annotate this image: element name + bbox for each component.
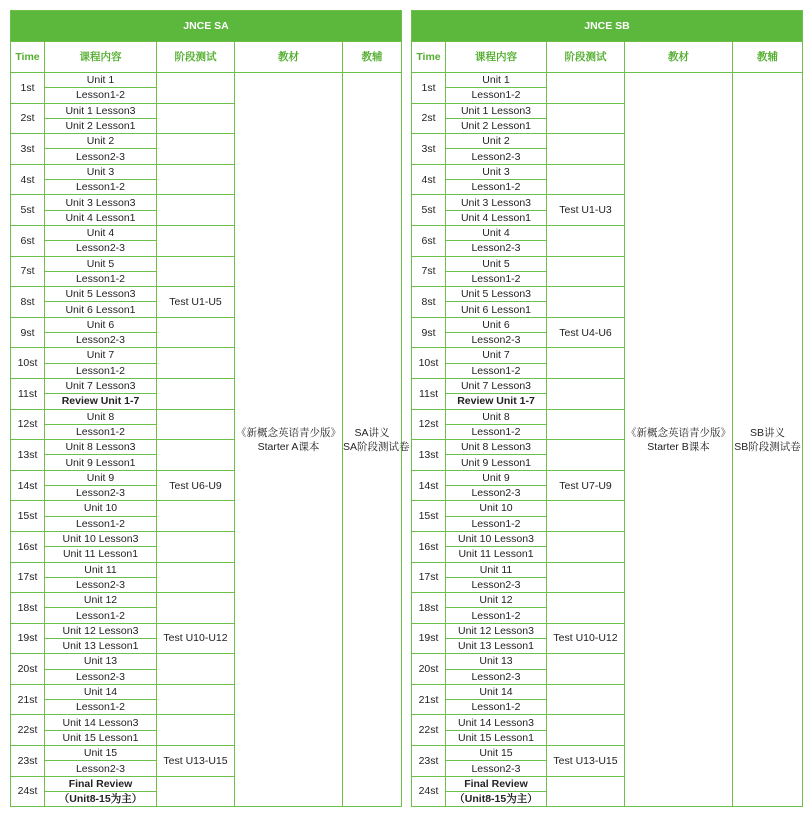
- stage-test-cell: [547, 409, 625, 440]
- lesson-content-line: Unit 12: [45, 593, 157, 608]
- lesson-content-line: Lesson2-3: [446, 241, 547, 256]
- lesson-content-line: Unit 11 Lesson1: [446, 547, 547, 562]
- lesson-content-line: Unit 2: [45, 134, 157, 149]
- lesson-content-line: Lesson1-2: [45, 180, 157, 195]
- lesson-content-line: Unit 13 Lesson1: [446, 638, 547, 653]
- session-time: 14st: [412, 470, 446, 501]
- session-time: 5st: [412, 195, 446, 226]
- stage-test-cell: [547, 225, 625, 256]
- session-time: 1st: [11, 73, 45, 104]
- session-time: 23st: [11, 746, 45, 777]
- materials-cell: [733, 73, 803, 807]
- lesson-content-line: Unit 7: [45, 348, 157, 363]
- header-test: 阶段测试: [157, 42, 235, 73]
- session-time: 11st: [11, 378, 45, 409]
- session-time: 5st: [11, 195, 45, 226]
- schedule-table-sb: [411, 10, 803, 807]
- textbook-cell: [235, 73, 343, 807]
- textbook-line: Starter B课本: [647, 440, 710, 453]
- header-content: 课程内容: [446, 42, 547, 73]
- header-time: Time: [11, 42, 45, 73]
- lesson-content-line: Lesson2-3: [45, 761, 157, 776]
- textbook-line: 《新概念英语青少版》: [626, 426, 731, 439]
- stage-test-cell: Test U1-U5: [157, 287, 235, 318]
- lesson-content-line: Unit 14 Lesson3: [446, 715, 547, 730]
- textbook-line: Starter A课本: [257, 440, 320, 453]
- lesson-content-line: Unit 13: [45, 654, 157, 669]
- session-time: 22st: [412, 715, 446, 746]
- session-time: 2st: [11, 103, 45, 134]
- session-time: 18st: [11, 593, 45, 624]
- session-time: 3st: [11, 134, 45, 165]
- table-row: [11, 73, 402, 88]
- session-time: 11st: [412, 378, 446, 409]
- lesson-content-line: Unit 10 Lesson3: [45, 531, 157, 546]
- header-aux: 教辅: [343, 42, 402, 73]
- stage-test-cell: [547, 684, 625, 715]
- schedule-table-sa: [10, 10, 410, 807]
- session-time: 15st: [412, 501, 446, 532]
- lesson-content-line: Final Review: [45, 776, 157, 791]
- stage-test-cell: [157, 531, 235, 562]
- lesson-content-line: Unit 15 Lesson1: [446, 730, 547, 745]
- session-time: 6st: [11, 225, 45, 256]
- stage-test-cell: [157, 593, 235, 624]
- lesson-content-line: Unit 12 Lesson3: [45, 623, 157, 638]
- stage-test-cell: [547, 531, 625, 562]
- materials-line: SB讲义: [750, 426, 786, 439]
- stage-test-cell: [547, 134, 625, 165]
- session-time: 23st: [412, 746, 446, 777]
- lesson-content-line: （Unit8-15为主）: [446, 791, 547, 806]
- textbook-line: 《新概念英语青少版》: [236, 426, 341, 439]
- lesson-content-line: Unit 6: [446, 317, 547, 332]
- lesson-content-line: Unit 5 Lesson3: [45, 287, 157, 302]
- materials-line: SA讲义: [354, 426, 390, 439]
- lesson-content-line: Unit 8: [45, 409, 157, 424]
- lesson-content-line: Lesson1-2: [446, 608, 547, 623]
- stage-test-cell: [547, 501, 625, 532]
- lesson-content-line: Unit 8 Lesson3: [446, 440, 547, 455]
- stage-test-cell: [157, 562, 235, 593]
- session-time: 4st: [412, 164, 446, 195]
- stage-test-cell: [157, 378, 235, 409]
- lesson-content-line: Lesson1-2: [45, 700, 157, 715]
- lesson-content-line: Unit 15 Lesson1: [45, 730, 157, 745]
- lesson-content-line: Unit 1 Lesson3: [446, 103, 547, 118]
- lesson-content-line: Unit 13: [446, 654, 547, 669]
- stage-test-cell: [547, 73, 625, 104]
- lesson-content-line: Lesson1-2: [45, 271, 157, 286]
- stage-test-cell: [547, 287, 625, 318]
- header-book: 教材: [235, 42, 343, 73]
- session-time: 1st: [412, 73, 446, 104]
- lesson-content-line: Unit 10: [45, 501, 157, 516]
- lesson-content-line: Lesson2-3: [446, 486, 547, 501]
- session-time: 22st: [11, 715, 45, 746]
- lesson-content-line: Unit 4 Lesson1: [446, 210, 547, 225]
- lesson-content-line: Lesson1-2: [45, 88, 157, 103]
- lesson-content-line: Lesson1-2: [446, 88, 547, 103]
- table-title: JNCE SA: [11, 11, 402, 42]
- textbook-cell: [625, 73, 733, 807]
- lesson-content-line: Lesson2-3: [45, 333, 157, 348]
- lesson-content-line: （Unit8-15为主）: [45, 791, 157, 806]
- lesson-content-line: Lesson1-2: [446, 180, 547, 195]
- stage-test-cell: Test U10-U12: [157, 623, 235, 654]
- lesson-content-line: Unit 11: [45, 562, 157, 577]
- lesson-content-line: Unit 4: [45, 225, 157, 240]
- lesson-content-line: Lesson1-2: [45, 363, 157, 378]
- session-time: 13st: [412, 440, 446, 471]
- session-time: 8st: [11, 287, 45, 318]
- lesson-content-line: Unit 4: [446, 225, 547, 240]
- session-time: 21st: [11, 684, 45, 715]
- lesson-content-line: Lesson1-2: [446, 516, 547, 531]
- session-time: 18st: [412, 593, 446, 624]
- stage-test-cell: [157, 776, 235, 807]
- stage-test-cell: Test U13-U15: [157, 746, 235, 777]
- lesson-content-line: Unit 14: [446, 684, 547, 699]
- session-time: 12st: [412, 409, 446, 440]
- lesson-content-line: Lesson2-3: [446, 669, 547, 684]
- stage-test-cell: [547, 562, 625, 593]
- session-time: 12st: [11, 409, 45, 440]
- lesson-content-line: Unit 5: [446, 256, 547, 271]
- lesson-content-line: Unit 5 Lesson3: [446, 287, 547, 302]
- lesson-content-line: Unit 2 Lesson1: [45, 118, 157, 133]
- stage-test-cell: [157, 409, 235, 440]
- lesson-content-line: Unit 14: [45, 684, 157, 699]
- lesson-content-line: Lesson2-3: [45, 241, 157, 256]
- session-time: 16st: [11, 531, 45, 562]
- stage-test-cell: [547, 654, 625, 685]
- table-row: [412, 73, 803, 88]
- session-time: 6st: [412, 225, 446, 256]
- materials-line: SA阶段测试卷: [343, 440, 410, 453]
- stage-test-cell: [157, 348, 235, 379]
- lesson-content-line: Unit 15: [45, 746, 157, 761]
- stage-test-cell: [547, 593, 625, 624]
- stage-test-cell: [547, 440, 625, 471]
- stage-test-cell: [157, 225, 235, 256]
- session-time: 21st: [412, 684, 446, 715]
- stage-test-cell: [547, 256, 625, 287]
- lesson-content-line: Unit 3: [446, 164, 547, 179]
- session-time: 8st: [412, 287, 446, 318]
- stage-test-cell: Test U13-U15: [547, 746, 625, 777]
- session-time: 14st: [11, 470, 45, 501]
- lesson-content-line: Unit 3 Lesson3: [45, 195, 157, 210]
- lesson-content-line: Lesson1-2: [446, 700, 547, 715]
- lesson-content-line: Lesson2-3: [45, 149, 157, 164]
- lesson-content-line: Unit 13 Lesson1: [45, 638, 157, 653]
- materials-cell: [343, 73, 410, 807]
- lesson-content-line: Lesson1-2: [446, 363, 547, 378]
- session-time: 24st: [11, 776, 45, 807]
- session-time: 24st: [412, 776, 446, 807]
- session-time: 17st: [412, 562, 446, 593]
- lesson-content-line: Unit 3: [45, 164, 157, 179]
- session-time: 7st: [412, 256, 446, 287]
- lesson-content-line: Unit 9: [45, 470, 157, 485]
- stage-test-cell: [157, 501, 235, 532]
- lesson-content-line: Unit 7: [446, 348, 547, 363]
- lesson-content-line: Unit 12: [446, 593, 547, 608]
- lesson-content-line: Unit 1 Lesson3: [45, 103, 157, 118]
- session-time: 19st: [11, 623, 45, 654]
- session-time: 20st: [412, 654, 446, 685]
- lesson-content-line: Unit 2: [446, 134, 547, 149]
- session-time: 10st: [412, 348, 446, 379]
- lesson-content-line: Unit 7 Lesson3: [446, 378, 547, 393]
- stage-test-cell: [157, 317, 235, 348]
- lesson-content-line: Lesson2-3: [45, 486, 157, 501]
- header-content: 课程内容: [45, 42, 157, 73]
- lesson-content-line: Lesson1-2: [45, 516, 157, 531]
- stage-test-cell: Test U1-U3: [547, 195, 625, 226]
- stage-test-cell: [547, 776, 625, 807]
- lesson-content-line: Unit 2 Lesson1: [446, 118, 547, 133]
- lesson-content-line: Unit 1: [45, 73, 157, 88]
- session-time: 3st: [412, 134, 446, 165]
- stage-test-cell: Test U10-U12: [547, 623, 625, 654]
- lesson-content-line: Lesson2-3: [446, 333, 547, 348]
- session-time: 20st: [11, 654, 45, 685]
- stage-test-cell: Test U6-U9: [157, 470, 235, 501]
- stage-test-cell: Test U4-U6: [547, 317, 625, 348]
- lesson-content-line: Unit 9: [446, 470, 547, 485]
- lesson-content-line: Lesson2-3: [45, 577, 157, 592]
- stage-test-cell: [157, 103, 235, 134]
- session-time: 19st: [412, 623, 446, 654]
- stage-test-cell: [547, 103, 625, 134]
- header-aux: 教辅: [733, 42, 803, 73]
- session-time: 2st: [412, 103, 446, 134]
- stage-test-cell: [157, 256, 235, 287]
- stage-test-cell: [157, 654, 235, 685]
- lesson-content-line: Unit 6 Lesson1: [45, 302, 157, 317]
- lesson-content-line: Unit 8: [446, 409, 547, 424]
- lesson-content-line: Lesson1-2: [45, 608, 157, 623]
- session-time: 15st: [11, 501, 45, 532]
- stage-test-cell: [157, 134, 235, 165]
- lesson-content-line: Lesson2-3: [446, 149, 547, 164]
- session-time: 10st: [11, 348, 45, 379]
- lesson-content-line: Unit 8 Lesson3: [45, 440, 157, 455]
- lesson-content-line: Lesson2-3: [446, 761, 547, 776]
- lesson-content-line: Unit 6: [45, 317, 157, 332]
- stage-test-cell: [157, 684, 235, 715]
- materials-line: SB阶段测试卷: [734, 440, 801, 453]
- stage-test-cell: [157, 715, 235, 746]
- stage-test-cell: [547, 164, 625, 195]
- lesson-content-line: Lesson2-3: [446, 577, 547, 592]
- session-time: 16st: [412, 531, 446, 562]
- lesson-content-line: Unit 3 Lesson3: [446, 195, 547, 210]
- session-time: 4st: [11, 164, 45, 195]
- stage-test-cell: Test U7-U9: [547, 470, 625, 501]
- header-time: Time: [412, 42, 446, 73]
- lesson-content-line: Review Unit 1-7: [45, 394, 157, 409]
- lesson-content-line: Unit 10 Lesson3: [446, 531, 547, 546]
- stage-test-cell: [547, 715, 625, 746]
- lesson-content-line: Unit 14 Lesson3: [45, 715, 157, 730]
- lesson-content-line: Lesson1-2: [45, 424, 157, 439]
- lesson-content-line: Unit 12 Lesson3: [446, 623, 547, 638]
- lesson-content-line: Unit 15: [446, 746, 547, 761]
- lesson-content-line: Unit 7 Lesson3: [45, 378, 157, 393]
- stage-test-cell: [547, 348, 625, 379]
- lesson-content-line: Review Unit 1-7: [446, 394, 547, 409]
- lesson-content-line: Lesson1-2: [446, 271, 547, 286]
- session-time: 9st: [11, 317, 45, 348]
- lesson-content-line: Lesson2-3: [45, 669, 157, 684]
- header-book: 教材: [625, 42, 733, 73]
- stage-test-cell: [547, 378, 625, 409]
- stage-test-cell: [157, 73, 235, 104]
- lesson-content-line: Unit 6 Lesson1: [446, 302, 547, 317]
- lesson-content-line: Unit 4 Lesson1: [45, 210, 157, 225]
- session-time: 17st: [11, 562, 45, 593]
- lesson-content-line: Unit 10: [446, 501, 547, 516]
- lesson-content-line: Unit 9 Lesson1: [45, 455, 157, 470]
- session-time: 7st: [11, 256, 45, 287]
- lesson-content-line: Unit 5: [45, 256, 157, 271]
- stage-test-cell: [157, 440, 235, 471]
- header-test: 阶段测试: [547, 42, 625, 73]
- lesson-content-line: Unit 1: [446, 73, 547, 88]
- session-time: 13st: [11, 440, 45, 471]
- stage-test-cell: [157, 195, 235, 226]
- lesson-content-line: Final Review: [446, 776, 547, 791]
- stage-test-cell: [157, 164, 235, 195]
- lesson-content-line: Unit 11: [446, 562, 547, 577]
- lesson-content-line: Lesson1-2: [446, 424, 547, 439]
- lesson-content-line: Unit 11 Lesson1: [45, 547, 157, 562]
- lesson-content-line: Unit 9 Lesson1: [446, 455, 547, 470]
- session-time: 9st: [412, 317, 446, 348]
- table-title: JNCE SB: [412, 11, 803, 42]
